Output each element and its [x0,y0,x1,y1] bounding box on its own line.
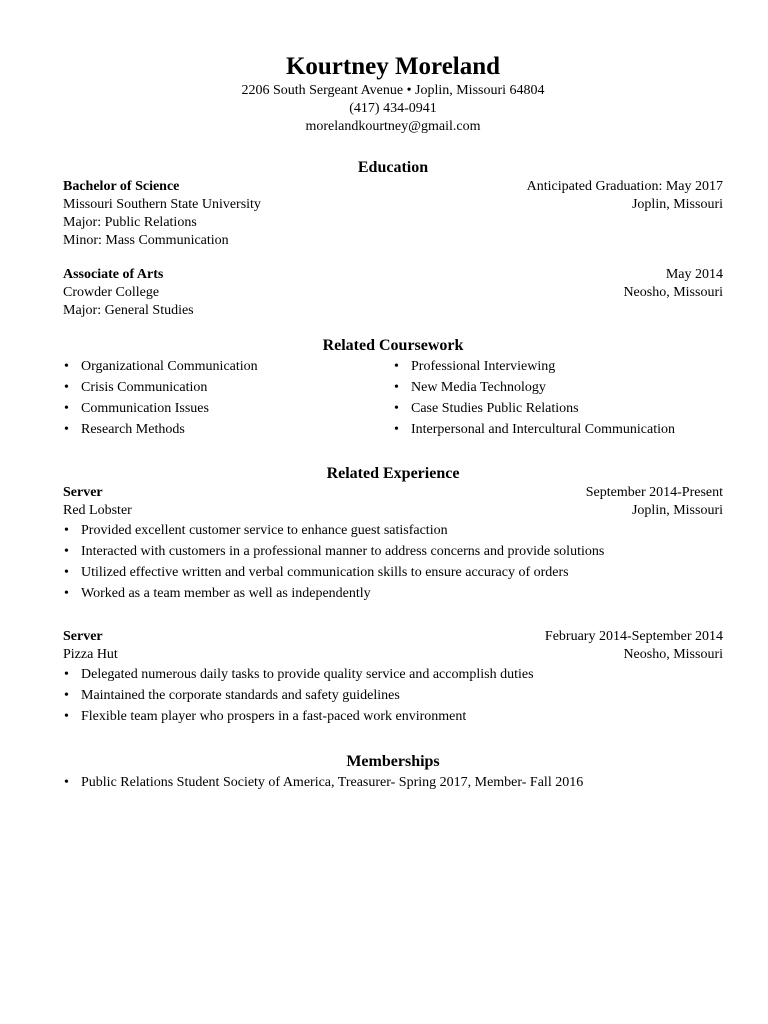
major: Major: Public Relations [63,215,197,230]
school: Crowder College [63,285,160,300]
job-duties [63,664,723,727]
job-entry [63,484,723,604]
section-title-memberships: Memberships [346,753,440,770]
course-item: • Professional Interviewing [393,356,723,377]
job-position: Server [63,629,103,644]
course-item: • Research Methods [63,419,393,440]
duty-item: • Worked as a team member as well as independently [63,583,723,604]
job-dates: February 2014-September 2014 [544,629,723,644]
section-title-experience: Related Experience [326,465,460,482]
job-dates: September 2014-Present [585,485,723,500]
school-location: Joplin, Missouri [631,197,723,212]
course-item: • Organizational Communication [63,356,393,377]
course-item: • Crisis Communication [63,377,393,398]
course-item: • Communication Issues [63,398,393,419]
education-entry [63,266,723,320]
duty-item: • Maintained the corporate standards and safety guidelines [63,685,723,706]
school: Missouri Southern State University [63,197,261,212]
education-entry [63,178,723,250]
duty-item: • Interacted with customers in a professional manner to address concerns and provide solutions [63,541,723,562]
email: morelandkourtney@gmail.com [305,119,481,134]
coursework-list-right [393,356,723,440]
employer: Red Lobster [63,503,132,518]
school-location: Neosho, Missouri [623,285,723,300]
job-entry [63,628,723,727]
job-location: Joplin, Missouri [631,503,723,518]
duty-item: • Flexible team player who prospers in a fast-paced work environment [63,706,723,727]
minor: Minor: Mass Communication [63,233,229,248]
major: Major: General Studies [63,303,194,318]
degree: Bachelor of Science [63,179,180,194]
section-title-education: Education [357,159,429,176]
degree: Associate of Arts [63,267,164,282]
resume-header [63,52,723,136]
memberships-section [63,752,723,793]
duty-item: • Provided excellent customer service to enhance guest satisfaction [63,520,723,541]
course-item: • Case Studies Public Relations [393,398,723,419]
phone: (417) 434-0941 [349,101,437,116]
course-item: • New Media Technology [393,377,723,398]
employer: Pizza Hut [63,647,118,662]
education-section [63,158,723,320]
experience-section [63,464,723,727]
membership-item: • Public Relations Student Society of America, Treasurer- Spring 2017, Member- Fall 2016 [63,772,723,793]
job-location: Neosho, Missouri [623,647,723,662]
duty-item: • Delegated numerous daily tasks to provide quality service and accomplish duties [63,664,723,685]
coursework-section [63,336,723,440]
section-title-coursework: Related Coursework [322,337,464,354]
memberships-list [63,772,723,793]
graduation-date: Anticipated Graduation: May 2017 [526,179,723,194]
course-item: • Interpersonal and Intercultural Communication [393,419,723,440]
address: 2206 South Sergeant Avenue • Joplin, Missouri 64804 [241,83,545,98]
job-position: Server [63,485,103,500]
coursework-list-left [63,356,393,440]
duty-item: • Utilized effective written and verbal communication skills to ensure accuracy of orders [63,562,723,583]
resume-page [63,52,723,793]
graduation-date: May 2014 [665,267,723,282]
candidate-name: Kourtney Moreland [285,53,501,80]
job-duties [63,520,723,604]
